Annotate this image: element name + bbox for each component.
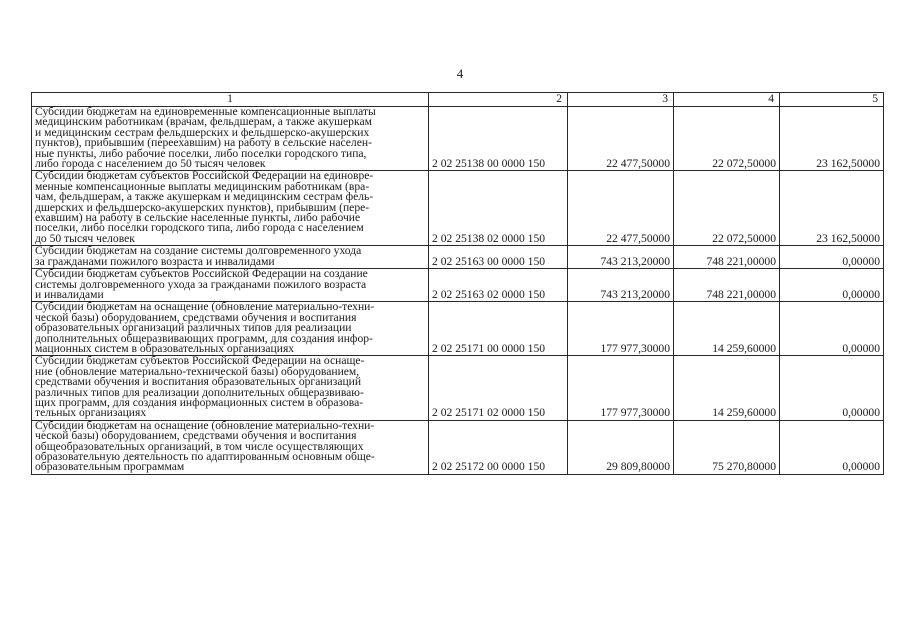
row-description: Субсидии бюджетам на оснащение (обновление материально-техни- ческой базы) оборудованием, средствами обучения и воспитания общеобразовательных организаций, в том числе осуществляющих образовательную деятельность по адаптированным основным обще- образовательным программам [32, 420, 429, 474]
value-cell-col3: 177 977,30000 [568, 356, 674, 420]
value-cell-col4: 14 259,60000 [674, 302, 780, 356]
table-row [32, 246, 884, 269]
value-cell-col5: 0,00000 [780, 420, 884, 474]
row-description: Субсидии бюджетам субъектов Российской Федерации на единовре- менные компенсационные выплаты медицинским работникам (вра- чам, фельдшерам, а также акушеркам и медицинским сестрам фель- дшерских и фельдшерско-акушерских пунктов), прибывшим (пере- ехавшим) на работу в сельские населенные пункты, либо рабочие поселки, либо поселки городского типа, либо города с населением до 50 тысяч человек [32, 171, 429, 246]
value-cell-col4: 748 221,00000 [674, 246, 780, 269]
value-cell-col4: 748 221,00000 [674, 269, 780, 302]
column-header: 5 [780, 93, 884, 107]
row-description: Субсидии бюджетам субъектов Российской Федерации на создание системы долговременного ухода за гражданами пожилого возраста и инвалидами [32, 269, 429, 302]
value-cell-col3: 177 977,30000 [568, 302, 674, 356]
value-cell-col5: 0,00000 [780, 302, 884, 356]
table-row [32, 356, 884, 420]
table-row [32, 107, 884, 171]
table-row [32, 302, 884, 356]
value-cell-col3: 22 477,50000 [568, 107, 674, 171]
budget-code-cell: 2 02 25138 02 0000 150 [429, 171, 568, 246]
row-description: Субсидии бюджетам субъектов Российской Федерации на оснаще- ние (обновление материально-технической базы) оборудованием, средствами обучения и воспитания образовательных организаций различных типов для реализации дополнительных общеразвиваю- щих программ, для создания информационных систем в образова- тельных организациях [32, 356, 429, 420]
value-cell-col5: 23 162,50000 [780, 107, 884, 171]
row-description: Субсидии бюджетам на создание системы долговременного ухода за гражданами пожилого возраста и инвалидами [32, 246, 429, 269]
budget-code-cell: 2 02 25171 00 0000 150 [429, 302, 568, 356]
column-header: 3 [568, 93, 674, 107]
row-description: Субсидии бюджетам на единовременные компенсационные выплаты медицинским работникам (врачам, фельдшерам, а также акушеркам и медицинским сестрам фельдшерских и фельдшерско-акушерских пунктов), прибывшим (переехавшим) на работу в сельские населен- ные пункты, либо рабочие поселки, либо поселки городского типа, либо города с населением до 50 тысяч человек [32, 107, 429, 171]
value-cell-col5: 0,00000 [780, 356, 884, 420]
column-header: 2 [429, 93, 568, 107]
table-row [32, 171, 884, 246]
value-cell-col3: 743 213,20000 [568, 246, 674, 269]
table-row [32, 420, 884, 474]
column-header: 1 [32, 93, 429, 107]
budget-code-cell: 2 02 25163 02 0000 150 [429, 269, 568, 302]
table-row [32, 269, 884, 302]
value-cell-col3: 29 809,80000 [568, 420, 674, 474]
page-number: 4 [456, 66, 464, 81]
value-cell-col5: 23 162,50000 [780, 171, 884, 246]
value-cell-col5: 0,00000 [780, 269, 884, 302]
row-description: Субсидии бюджетам на оснащение (обновление материально-техни- ческой базы) оборудованием, средствами обучения и воспитания образовательных организаций различных типов для реализации дополнительных общеразвивающих программ, для создания инфор- мационных систем в образовательных организациях [32, 302, 429, 356]
column-header: 4 [674, 93, 780, 107]
budget-code-cell: 2 02 25163 00 0000 150 [429, 246, 568, 269]
value-cell-col4: 75 270,80000 [674, 420, 780, 474]
value-cell-col4: 22 072,50000 [674, 107, 780, 171]
value-cell-col5: 0,00000 [780, 246, 884, 269]
value-cell-col4: 22 072,50000 [674, 171, 780, 246]
value-cell-col3: 743 213,20000 [568, 269, 674, 302]
budget-code-cell: 2 02 25171 02 0000 150 [429, 356, 568, 420]
budget-table [31, 92, 884, 475]
budget-code-cell: 2 02 25172 00 0000 150 [429, 420, 568, 474]
value-cell-col3: 22 477,50000 [568, 171, 674, 246]
value-cell-col4: 14 259,60000 [674, 356, 780, 420]
budget-code-cell: 2 02 25138 00 0000 150 [429, 107, 568, 171]
